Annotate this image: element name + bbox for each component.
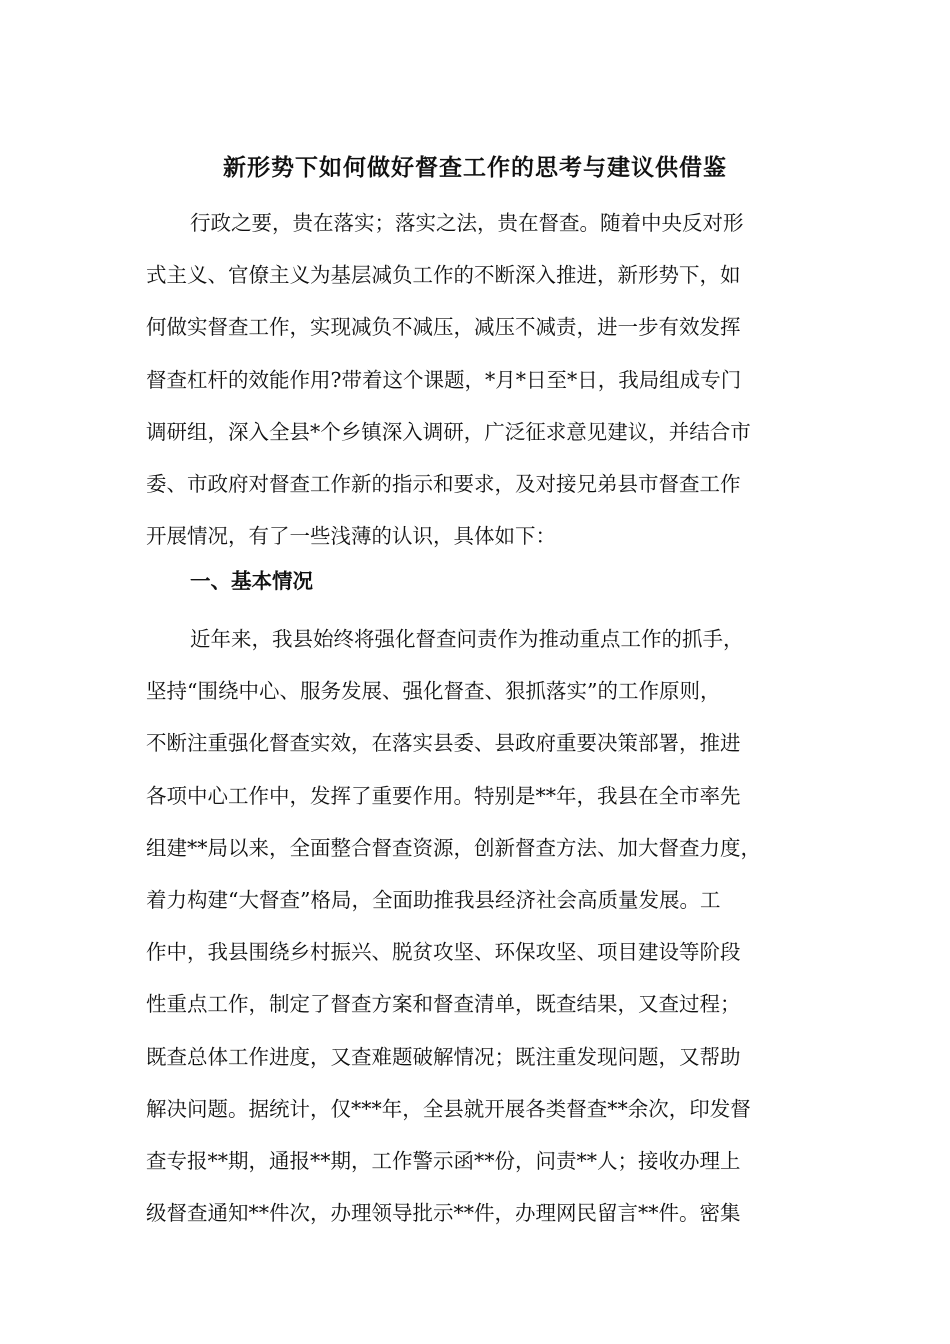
text-line: 不断注重强化督查实效，在落实县委、县政府重要决策部署，推进 <box>146 731 741 756</box>
text-line: 开展情况，有了一些浅薄的认识，具体如下： <box>146 524 556 549</box>
section-paragraph <box>146 613 806 1239</box>
text-line: 行政之要，贵在落实；落实之法，贵在督查。随着中央反对形 <box>190 211 744 235</box>
intro-paragraph <box>146 197 806 562</box>
document-title: 新形势下如何做好督查工作的思考与建议供借鉴 <box>223 154 727 181</box>
text-line: 既查总体工作进度，又查难题破解情况；既注重发现问题，又帮助 <box>146 1044 741 1069</box>
text-line: 近年来，我县始终将强化督查问责作为推动重点工作的抓手， <box>190 627 744 651</box>
text-line: 委、市政府对督查工作新的指示和要求，及对接兄弟县市督查工作 <box>146 472 741 497</box>
text-line: 式主义、官僚主义为基层减负工作的不断深入推进，新形势下，如 <box>146 263 741 288</box>
text-line: 督查杠杆的效能作用?带着这个课题，*月*日至*日，我局组成专门 <box>146 367 742 392</box>
text-line: 级督查通知**件次，办理领导批示**件，办理网民留言**件。密集 <box>146 1201 741 1226</box>
text-line: 性重点工作，制定了督查方案和督查清单，既查结果，又查过程； <box>146 992 741 1017</box>
text-line: 组建**局以来，全面整合督查资源，创新督查方法、加大督查力度， <box>146 835 761 860</box>
text-line: 解决问题。据统计，仅***年，全县就开展各类督查**余次，印发督 <box>146 1096 751 1121</box>
text-line: 调研组，深入全县*个乡镇深入调研，广泛征求意见建议，并结合市 <box>146 419 751 444</box>
section-heading: 一、基本情况 <box>190 569 313 593</box>
text-line: 各项中心工作中，发挥了重要作用。特别是**年，我县在全市率先 <box>146 783 741 808</box>
text-line: 作中，我县围绕乡村振兴、脱贫攻坚、环保攻坚、项目建设等阶段 <box>146 940 741 965</box>
text-line: 何做实督查工作，实现减负不减压，减压不减责，进一步有效发挥 <box>146 315 741 340</box>
text-line: 查专报**期，通报**期，工作警示函**份，问责**人；接收办理上 <box>146 1149 741 1174</box>
text-line: 着力构建“大督查”格局，全面助推我县经济社会高质量发展。工 <box>146 888 721 913</box>
text-line: 坚持“围绕中心、服务发展、强化督查、狠抓落实”的工作原则， <box>146 679 721 704</box>
